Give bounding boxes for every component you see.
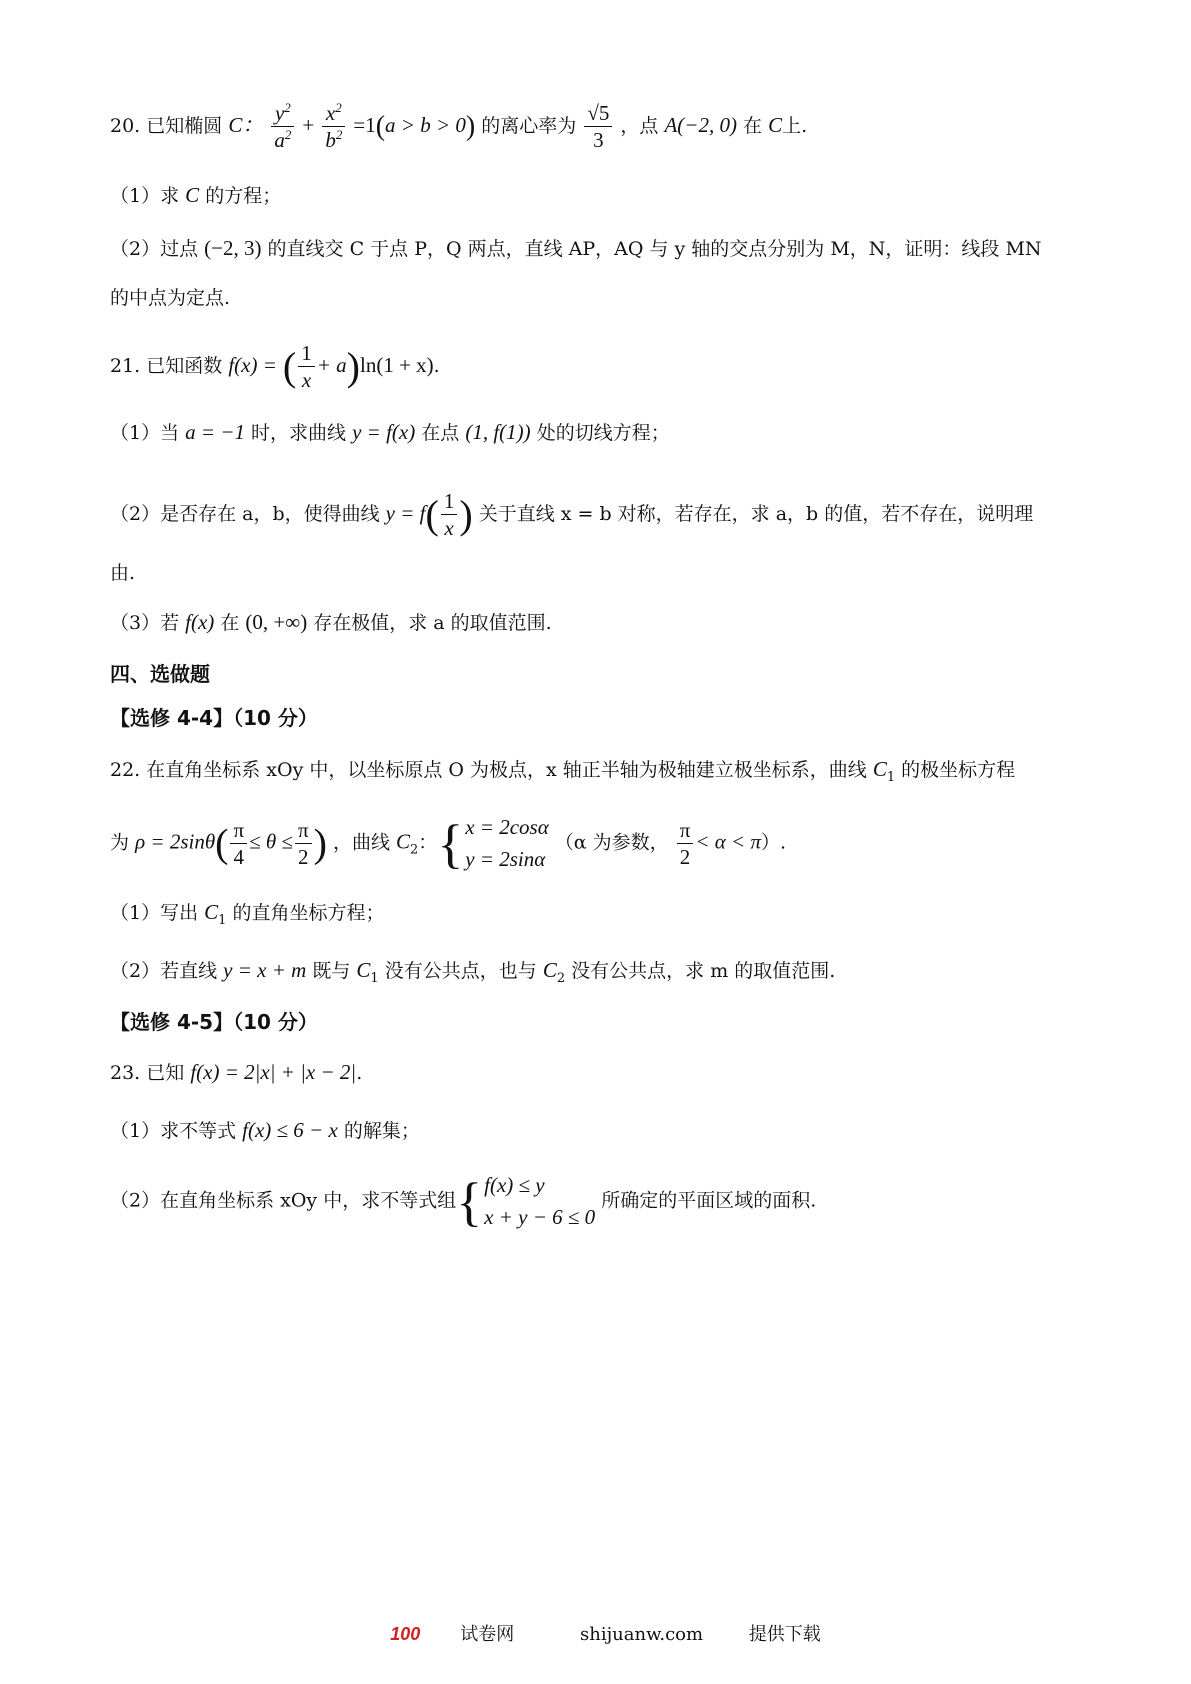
q22-p2-mid2: 没有公共点，也与 <box>384 960 537 982</box>
q20-eq-rhs: =1 <box>353 112 376 137</box>
q21-stem-text: 21. 已知函数 <box>110 354 223 377</box>
q22-frac-pi2: $\frac{\pi}{2}$ <box>295 817 312 871</box>
logo-text: 试卷网 <box>460 1624 515 1645</box>
q20-frac-y: $\frac{y^2}{a^2}$ <box>271 100 294 154</box>
site-logo <box>370 1624 534 1645</box>
q21-p3-func: f(x) <box>185 610 215 634</box>
q21-p3-prefix: （3）若 <box>110 612 180 634</box>
q22-param-text: （α 为参数， <box>554 831 669 854</box>
q20-condition: a > b > 0 <box>385 112 466 137</box>
q21-frac: $\frac{1}{x}$ <box>298 340 315 394</box>
q21-p1-prefix: （1）当 <box>110 422 180 444</box>
q22-p2-c1-sub: 1 <box>370 970 379 986</box>
q22-param-end: ）. <box>760 831 787 854</box>
q20-p1-prefix: （1）求 <box>110 185 180 207</box>
q23-end: . <box>356 1062 363 1084</box>
q23-p2-end: 所确定的平面区域的面积. <box>601 1189 817 1212</box>
q21-plus-a: + a <box>316 352 347 377</box>
q22-p2-c2: C <box>542 958 557 982</box>
q23-part2: （2）在直角坐标系 xOy 中，求不等式组{ f(x) ≤ y x + y − 6 ≤ 0 所确定的平面区域的面积. <box>110 1171 817 1232</box>
q22-p2-mid: 既与 <box>312 960 351 982</box>
q22-param-lt: < α < π <box>695 829 761 854</box>
q22-curve-c2: ，曲线 <box>332 831 390 854</box>
q22-p2-c2-sub: 2 <box>556 970 566 986</box>
q23-stem-text: 23. 已知 <box>110 1062 185 1084</box>
q21-p2-frac: $\frac{1}{x}$ <box>441 488 458 542</box>
q21-part2-line2: 由. <box>110 562 136 584</box>
q21-p1-curve: y = f(x) <box>352 420 416 444</box>
q20-part2 <box>110 236 1042 261</box>
q21-p1-mid: 时，求曲线 <box>251 422 347 444</box>
q22-part2 <box>110 958 835 986</box>
q21-p3-end: 存在极值，求 a 的取值范围. <box>313 612 552 634</box>
q22-line1-end: 的极坐标方程 <box>901 759 1016 781</box>
q20-p2-point: (−2, 3) <box>204 236 262 260</box>
q22-c2-sub: 2 <box>410 842 419 858</box>
q22-line1-text: 22. 在直角坐标系 xOy 中，以坐标原点 O 为极点，x 轴正半轴为极轴建立极坐标系，曲线 <box>110 759 867 781</box>
q20-p2-rest: 的直线交 C 于点 P，Q 两点，直线 AP，AQ 与 y 轴的交点分别为 M，N，证明：线段 MN <box>267 238 1042 260</box>
logo-100-icon: 100 <box>390 1624 421 1644</box>
q21-p2-curve: y = f <box>385 500 426 525</box>
q21-part1 <box>110 420 670 445</box>
q21-part2: （2）是否存在 a，b，使得曲线 y = f( $\frac{1}{x}$ ) 关于直线 x = b 对称，若存在，求 a，b 的值，若不存在，说明理 <box>110 489 1034 541</box>
q20-p1-rest: 的方程； <box>205 185 282 207</box>
q22-rho-eq: ρ = 2sinθ <box>135 829 216 854</box>
q22-line2-prefix: 为 <box>110 831 130 854</box>
q22-c1: C <box>872 757 887 781</box>
q22-frac-pi4: $\frac{\pi}{4}$ <box>230 817 247 871</box>
q21-func: f(x) = <box>228 352 277 377</box>
q22-system: x = 2cosα y = 2sinα <box>465 815 549 871</box>
q22-line2: 为 ρ = 2sinθ( $\frac{\pi}{4}$ ≤ θ ≤ $\frac{\pi}{2}$ ) ，曲线 $C_2$：{ x = 2cosα y = 2sinα （α 为参数， $\frac{\pi}{2}$ < α < π）. <box>110 813 787 874</box>
q22-c2: C <box>396 829 411 854</box>
q21-p3-mid: 在 <box>220 612 240 634</box>
q21-p1-end: 处的切线方程； <box>536 422 670 444</box>
q21-p1-cond: a = −1 <box>185 420 245 444</box>
q23-stem <box>110 1060 362 1085</box>
q21-p2-prefix: （2）是否存在 a，b，使得曲线 <box>110 502 380 525</box>
q21-p1-point: (1, f(1)) <box>465 420 531 444</box>
q20-part2-line2: 的中点为定点. <box>110 287 231 309</box>
q22-c1-sub: 1 <box>886 769 896 785</box>
q23-func: f(x) = 2|x| + |x − 2| <box>190 1060 357 1084</box>
q21-p2-rest: 关于直线 x = b 对称，若存在，求 a，b 的值，若不存在，说明理 <box>478 502 1034 525</box>
q22-p2-end: 没有公共点，求 m 的取值范围. <box>571 960 836 982</box>
q23-system: f(x) ≤ y x + y − 6 ≤ 0 <box>484 1173 596 1229</box>
q22-part1 <box>110 900 385 928</box>
q22-p1-text: （1）写出 <box>110 902 199 924</box>
q20-on-text: 在 <box>743 114 763 137</box>
q20-ecc-text: 的离心率为 <box>481 114 577 137</box>
page-footer <box>0 1620 1191 1646</box>
q22-p2-line: y = x + m <box>223 958 307 982</box>
section4-title: 四、选做题 <box>110 662 210 686</box>
q21-ln: ln(1 + x) <box>360 352 434 377</box>
q20-end: 上. <box>782 114 808 137</box>
q20-point: A(−2, 0) <box>664 112 737 137</box>
q22-line1 <box>110 757 1015 785</box>
elective-45-heading: 【选修 4-5】（10 分） <box>110 1010 318 1034</box>
q21-part3 <box>110 610 552 635</box>
q22-p2-c1: C <box>356 958 371 982</box>
q21-p1-mid2: 在点 <box>421 422 460 444</box>
q22-p2-prefix: （2）若直线 <box>110 960 218 982</box>
q22-p1-c1: C <box>204 900 219 924</box>
q20-p2-prefix: （2）过点 <box>110 238 199 260</box>
q23-p1-prefix: （1）求不等式 <box>110 1120 237 1142</box>
q22-colon: ： <box>418 831 438 854</box>
q20-frac-x: $\frac{x^2}{b^2}$ <box>322 100 345 154</box>
site-url[interactable]: shijuanw.com <box>579 1624 704 1645</box>
q20-stem-text: 20. 已知椭圆 <box>110 114 223 137</box>
q23-p2-prefix: （2）在直角坐标系 xOy 中，求不等式组 <box>110 1189 457 1212</box>
q20-part1 <box>110 183 281 208</box>
q23-p1-ineq: f(x) ≤ 6 − x <box>242 1118 338 1142</box>
q20-ecc-frac: $\frac{√5}{3}$ <box>584 100 612 154</box>
q20-point-text: ，点 <box>620 114 659 137</box>
q23-p1-end: 的解集； <box>343 1120 420 1142</box>
download-text: 提供下载 <box>748 1624 821 1645</box>
q22-p1-c1-sub: 1 <box>218 912 227 928</box>
q21-stem: 21. 已知函数 f(x) = ( $\frac{1}{x}$ + a)ln(1 + x). <box>110 341 440 393</box>
q20-c-label: C： <box>228 112 264 137</box>
q20-stem: 20. 已知椭圆 C： $\frac{y^2}{a^2}$ + $\frac{x^2}{b^2}$ =1(a > b > 0) 的离心率为 $\frac{√5}{3}$ ，点 A(−2, 0) 在 C上. <box>110 100 808 153</box>
q22-leq-theta: ≤ θ ≤ <box>249 829 293 854</box>
q21-p3-interval: (0, +∞) <box>245 610 308 634</box>
q22-p1-end: 的直角坐标方程； <box>232 902 385 924</box>
q23-part1 <box>110 1118 420 1143</box>
q20-on-c: C <box>768 112 783 137</box>
elective-44-heading: 【选修 4-4】（10 分） <box>110 706 318 730</box>
q21-end: . <box>433 354 440 377</box>
q22-frac-pi2b: $\frac{\pi}{2}$ <box>677 817 694 871</box>
q20-p1-c: C <box>185 183 200 207</box>
